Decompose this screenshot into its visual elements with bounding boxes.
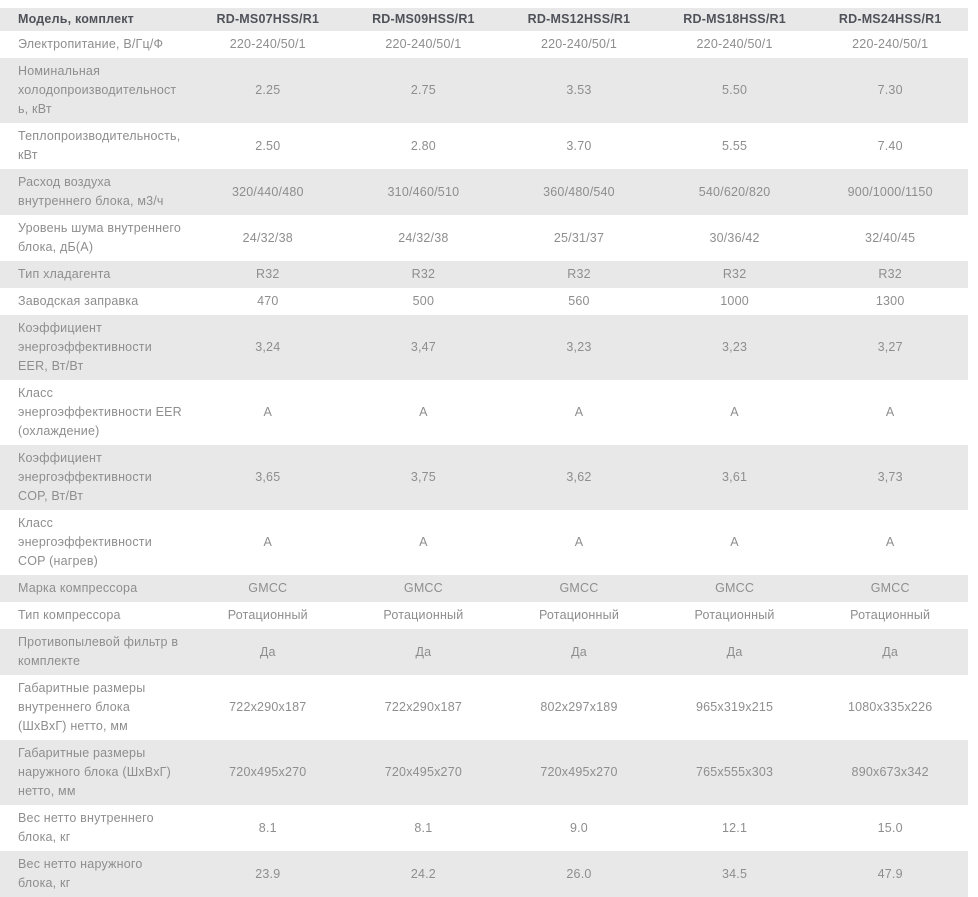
spec-value: 1000 — [720, 294, 749, 308]
column-header-model-5: RD-MS24HSS/R1 — [838, 12, 942, 26]
spec-row — [0, 123, 968, 169]
column-header-model-4: RD-MS18HSS/R1 — [683, 12, 786, 26]
spec-value: 26.0 — [566, 866, 592, 881]
spec-value: Да — [571, 644, 587, 659]
spec-value: GMCC — [403, 581, 443, 595]
spec-value: 8.1 — [258, 820, 277, 835]
spec-row — [0, 58, 968, 123]
spec-value: A — [574, 535, 584, 549]
spec-row — [0, 31, 968, 58]
spec-value: 220-240/50/1 — [540, 37, 618, 51]
spec-row — [0, 629, 968, 675]
spec-value: 32/40/45 — [865, 230, 916, 245]
spec-row — [0, 445, 968, 510]
spec-value: 765x555x303 — [695, 765, 774, 779]
spec-value: 720x495x270 — [540, 765, 618, 779]
spec-value: Ротационный — [227, 608, 308, 622]
spec-label: Заводская заправка — [18, 294, 139, 308]
spec-value: 310/460/510 — [387, 184, 460, 199]
spec-value: 3,47 — [410, 340, 436, 354]
spec-value: 2.80 — [410, 138, 436, 153]
spec-value: 8.1 — [414, 820, 433, 835]
spec-value: 25/31/37 — [553, 230, 605, 245]
spec-value: 5.50 — [722, 83, 748, 97]
spec-row — [0, 675, 968, 740]
spec-value: 3,24 — [255, 340, 281, 354]
spec-value: 3,23 — [566, 340, 592, 354]
spec-value: 24/32/38 — [398, 230, 449, 245]
spec-value: 722x290x187 — [384, 700, 463, 714]
spec-value: 3,73 — [877, 470, 903, 484]
spec-label: Тип хладагента — [18, 267, 111, 281]
spec-value: 220-240/50/1 — [852, 37, 929, 51]
spec-value: 220-240/50/1 — [696, 37, 773, 51]
spec-value: 1300 — [875, 294, 905, 308]
spec-value: 9.0 — [569, 820, 588, 835]
spec-value: 5.55 — [722, 138, 748, 153]
spec-row — [0, 215, 968, 261]
spec-value: GMCC — [870, 581, 910, 595]
spec-row — [0, 510, 968, 575]
spec-row — [0, 288, 968, 315]
spec-label: Габаритные размеры внутреннего блока (ШхВхГ) нетто, мм — [18, 681, 146, 733]
spec-value: 722x290x187 — [229, 700, 307, 714]
spec-value: 802x297x189 — [540, 700, 618, 714]
spec-value: 12.1 — [722, 820, 748, 835]
spec-value: 220-240/50/1 — [385, 37, 462, 51]
spec-row — [0, 851, 968, 897]
spec-value: R32 — [722, 267, 747, 281]
spec-row — [0, 575, 968, 602]
spec-value: A — [419, 535, 428, 549]
spec-value: 30/36/42 — [709, 230, 760, 245]
spec-label: Класс энергоэффективности COP (нагрев) — [18, 516, 152, 568]
spec-value: A — [730, 405, 739, 419]
spec-label: Класс энергоэффективности EER (охлаждение) — [18, 386, 182, 438]
spec-label: Расход воздуха внутреннего блока, м3/ч — [18, 175, 164, 208]
specifications-table — [0, 8, 968, 897]
spec-value: Да — [882, 644, 899, 659]
spec-value: A — [885, 405, 895, 419]
spec-value: A — [885, 535, 895, 549]
spec-value: 720x495x270 — [229, 765, 307, 779]
column-header-model-2: RD-MS09HSS/R1 — [372, 12, 475, 26]
spec-row — [0, 380, 968, 445]
column-header-model-3: RD-MS12HSS/R1 — [527, 12, 631, 26]
spec-value: A — [574, 405, 584, 419]
spec-value: 24/32/38 — [242, 230, 293, 245]
spec-value: 34.5 — [722, 866, 748, 881]
spec-value: 47.9 — [877, 866, 903, 881]
spec-value: 7.40 — [877, 138, 903, 153]
spec-value: 720x495x270 — [384, 765, 463, 779]
spec-value: 3,65 — [255, 470, 281, 484]
spec-value: A — [730, 535, 739, 549]
spec-value: 890x673x342 — [851, 765, 929, 779]
spec-value: 7.30 — [877, 83, 903, 97]
spec-label: Коэффициент энергоэффективности COP, Вт/Вт — [18, 451, 152, 503]
spec-label: Уровень шума внутреннего блока, дБ(А) — [18, 221, 181, 254]
spec-label: Тип компрессора — [18, 608, 121, 622]
spec-label: Противопылевой фильтр в комплекте — [18, 635, 179, 668]
column-header-model-label: Модель, комплект — [18, 12, 135, 26]
spec-value: 220-240/50/1 — [229, 37, 306, 51]
spec-value: Да — [415, 644, 432, 659]
spec-row — [0, 169, 968, 215]
spec-value: 1080x335x226 — [847, 700, 933, 714]
spec-value: Да — [726, 644, 743, 659]
spec-value: R32 — [256, 267, 280, 281]
spec-value: 2.25 — [255, 83, 281, 97]
spec-value: 470 — [257, 294, 279, 308]
spec-value: GMCC — [715, 581, 755, 595]
spec-value: 3,61 — [722, 470, 748, 484]
spec-value: R32 — [567, 267, 591, 281]
spec-value: 15.0 — [877, 820, 903, 835]
spec-value: 2.50 — [255, 138, 281, 153]
spec-row — [0, 805, 968, 851]
spec-value: 3,23 — [722, 340, 748, 354]
spec-label: Вес нетто наружного блока, кг — [18, 857, 143, 890]
spec-label: Марка компрессора — [18, 581, 138, 595]
spec-label: Габаритные размеры наружного блока (ШхВхГ) нетто, мм — [18, 746, 171, 798]
spec-value: R32 — [878, 267, 902, 281]
spec-row — [0, 740, 968, 805]
spec-value: 500 — [412, 294, 435, 308]
spec-value: 360/480/540 — [543, 184, 615, 199]
spec-value: Ротационный — [850, 608, 931, 622]
spec-value: GMCC — [559, 581, 599, 595]
spec-row — [0, 261, 968, 288]
spec-label: Вес нетто внутреннего блока, кг — [18, 811, 154, 844]
spec-value: GMCC — [248, 581, 288, 595]
spec-value: A — [419, 405, 428, 419]
spec-value: 320/440/480 — [231, 184, 304, 199]
spec-value: 3.53 — [566, 83, 592, 97]
spec-label: Коэффициент энергоэффективности EER, Вт/Вт — [18, 321, 152, 373]
spec-value: Да — [259, 644, 276, 659]
spec-value: 3.70 — [566, 138, 592, 153]
spec-label: Теплопроизводительность, кВт — [18, 129, 181, 162]
spec-value: 24.2 — [410, 866, 436, 881]
spec-value: Ротационный — [538, 608, 620, 622]
spec-value: 3,62 — [566, 470, 592, 484]
spec-value: 900/1000/1150 — [847, 184, 933, 199]
column-header-model-1: RD-MS07HSS/R1 — [216, 12, 320, 26]
spec-row — [0, 602, 968, 629]
spec-value: A — [263, 405, 273, 419]
spec-value: R32 — [411, 267, 436, 281]
spec-value: 540/620/820 — [698, 184, 771, 199]
spec-value: 560 — [568, 294, 590, 308]
spec-value: Ротационный — [694, 608, 775, 622]
spec-value: Ротационный — [383, 608, 464, 622]
spec-value: 2.75 — [410, 83, 436, 97]
spec-value: 965x319x215 — [695, 700, 774, 714]
spec-label: Электропитание, В/Гц/Ф — [18, 37, 164, 51]
spec-value: 3,27 — [877, 340, 903, 354]
spec-value: A — [263, 535, 273, 549]
spec-row — [0, 315, 968, 380]
table-header-row — [0, 8, 968, 31]
spec-value: 23.9 — [255, 866, 281, 881]
spec-label: Номинальная холодопроизводительность, кВт — [18, 64, 177, 116]
spec-value: 3,75 — [410, 470, 436, 484]
